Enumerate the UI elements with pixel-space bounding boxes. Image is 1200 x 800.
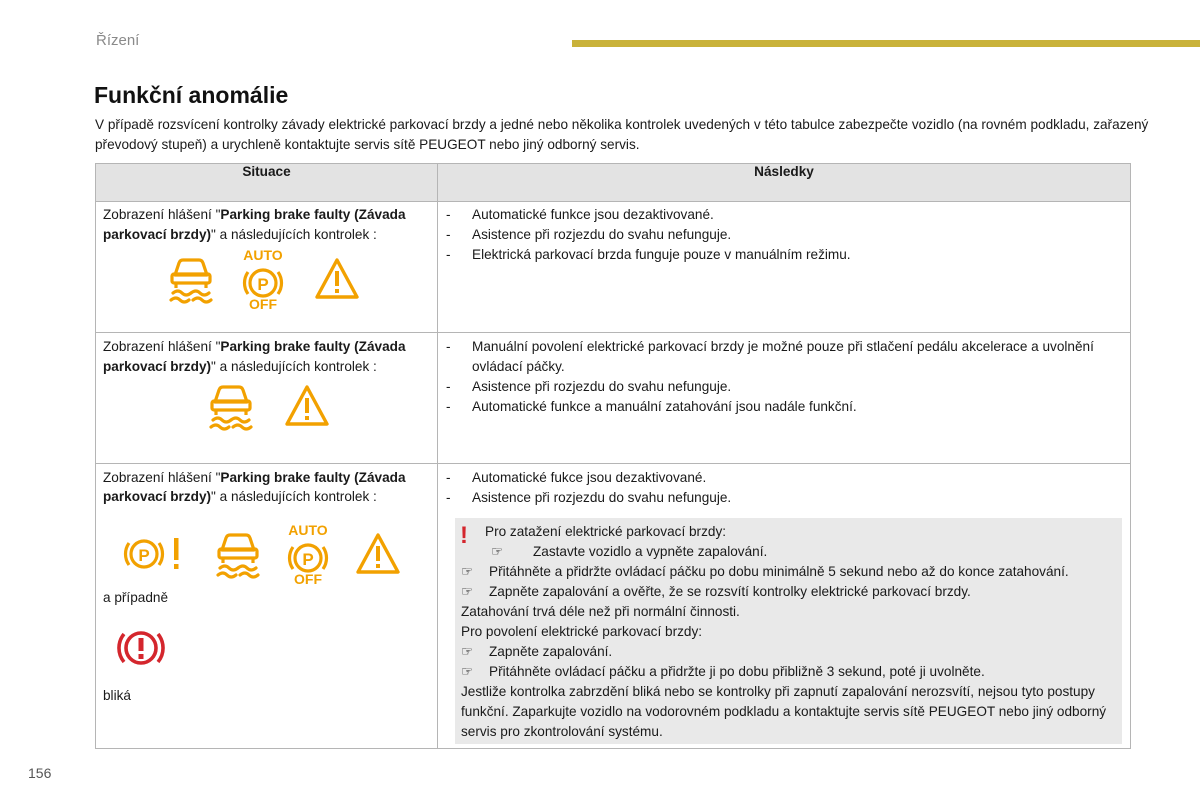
- table-row: [96, 333, 1131, 464]
- situation-cell: [96, 202, 438, 333]
- header-accent-bar: [572, 40, 1200, 47]
- note-step-text: Přitáhněte ovládací páčku a přidržte ji po dobu přibližně 3 sekund, poté ji uvolněte.: [489, 664, 985, 679]
- warning-lamps: [122, 522, 431, 586]
- note-heading: [460, 522, 1116, 549]
- auto-park-off-icon: [282, 522, 334, 586]
- attention-icon: !: [460, 522, 468, 549]
- consequence-item: - Manuální povolení elektrické parkovací brzdy je možné pouze při stlačení pedálu akcelerace a uvolnění ovládací páčky.: [445, 337, 1124, 377]
- note-bullet: [461, 662, 1116, 682]
- table-row: [96, 464, 1131, 749]
- situation-cell: [96, 333, 438, 464]
- off-label: OFF: [249, 296, 277, 311]
- p-label: P: [257, 275, 269, 294]
- note-step-text: Zastavte vozidlo a vypněte zapalování.: [533, 544, 768, 559]
- warning-lamps: [207, 381, 431, 431]
- warning-triangle-icon: [356, 532, 400, 576]
- auto-label: AUTO: [243, 247, 283, 263]
- consequences-list: [445, 335, 1124, 417]
- situation-message: Parking brake faulty (Závada parkovací brzdy): [103, 339, 406, 374]
- note-bullet: [461, 642, 1116, 662]
- brake-warning-icon: [115, 626, 167, 670]
- situation-message: Parking brake faulty (Závada parkovací brzdy): [103, 470, 406, 504]
- page-number: 156: [28, 765, 52, 781]
- pointing-hand-icon: ☞: [461, 584, 474, 599]
- situation-pre: Zobrazení hlášení ": [103, 207, 221, 222]
- auto-park-off-icon: [237, 247, 289, 311]
- pointing-hand-icon: ☞: [491, 544, 504, 559]
- warning-triangle-icon: [285, 384, 329, 428]
- note-step-text: Zapněte zapalování.: [489, 644, 613, 659]
- malfunction-table: [95, 163, 1131, 749]
- situation-post: " a následujících kontrolek :: [211, 227, 377, 242]
- procedure-note: [455, 518, 1122, 744]
- consequences-cell: [438, 333, 1131, 464]
- note-paragraph: Zatahování trvá déle než při normální činnosti.: [461, 604, 740, 619]
- column-header-consequences: Následky: [438, 164, 1131, 202]
- note-step-text: Přitáhněte a přidržte ovládací páčku po dobu minimálně 5 sekund nebo až do konce zatahování.: [489, 564, 1069, 579]
- park-brake-fault-icon: [122, 532, 186, 576]
- note-paragraph: Pro povolení elektrické parkovací brzdy:: [461, 624, 703, 639]
- situation-post: " a následujících kontrolek :: [211, 489, 377, 504]
- note-heading-text: Pro zatažení elektrické parkovací brzdy:: [485, 524, 727, 539]
- note-substep: [461, 542, 1116, 562]
- situation-text: [103, 335, 431, 377]
- situation-message: Parking brake faulty (Závada parkovací brzdy): [103, 207, 406, 242]
- consequence-item: - Automatické fukce jsou dezaktivované.: [445, 468, 1124, 488]
- p-label: P: [302, 550, 314, 569]
- intro-paragraph: V případě rozsvícení kontrolky závady elektrické parkovací brzdy a jedné nebo několika kontrolek uvedených v této tabulce zabezpečte vozidlo (na rovném podkladu, zařazený převodový stupeň) a urychleně kontaktujte servis sítě PEUGEOT nebo jiný odborný servis.: [95, 117, 1149, 152]
- brake-warning-lamp: [115, 626, 431, 676]
- warning-lamps: [167, 247, 431, 311]
- consequence-item: - Automatické funkce jsou dezaktivované.: [445, 205, 1124, 225]
- situation-pre: Zobrazení hlášení ": [103, 339, 221, 354]
- consequences-cell: [438, 464, 1131, 749]
- off-label: OFF: [294, 571, 322, 586]
- p-label: P: [138, 546, 150, 565]
- situation-text: [103, 466, 431, 506]
- esp-skid-icon: [167, 254, 215, 304]
- consequence-item: - Elektrická parkovací brzda funguje pouze v manuálním režimu.: [445, 245, 1124, 265]
- table-row: [96, 202, 1131, 333]
- and-possibly-label: a případně: [103, 590, 169, 605]
- pointing-hand-icon: ☞: [461, 564, 474, 579]
- consequences-cell: [438, 202, 1131, 333]
- page-title: Funkční anomálie: [94, 82, 289, 108]
- esp-skid-icon: [214, 529, 262, 579]
- note-bullet: [461, 582, 1116, 602]
- note-paragraph: Jestliže kontrolka zabrzdění bliká nebo se kontrolky při zapnutí zapalování nerozsvítí, nejsou tyto postupy funkční. Zaparkujte vozidlo na vodorovném podkladu a kontaktujte servis sítě PEUGEOT nebo jiný odborný servis pro zkontrolování systému.: [461, 684, 1107, 739]
- warning-triangle-icon: [315, 257, 359, 301]
- section-title: Řízení: [96, 32, 140, 49]
- column-header-situation: Situace: [96, 164, 438, 202]
- note-step-text: Zapněte zapalování a ověřte, že se rozsvítí kontrolky elektrické parkovací brzdy.: [489, 584, 971, 599]
- situation-pre: Zobrazení hlášení ": [103, 470, 221, 485]
- note-bullet: [461, 562, 1116, 582]
- table-header-row: [96, 164, 1131, 202]
- pointing-hand-icon: ☞: [461, 644, 474, 659]
- consequences-list: [445, 466, 1124, 508]
- situation-text: [103, 204, 431, 245]
- consequence-item: - Automatické funkce a manuální zatahování jsou nadále funkční.: [445, 397, 1124, 417]
- consequences-list: [445, 204, 1124, 265]
- situation-post: " a následujících kontrolek :: [211, 359, 377, 374]
- auto-label: AUTO: [288, 522, 328, 538]
- blinks-label: bliká: [103, 688, 131, 703]
- consequence-item: - Asistence při rozjezdu do svahu nefunguje.: [445, 377, 1124, 397]
- consequence-item: - Asistence při rozjezdu do svahu nefunguje.: [445, 225, 1124, 245]
- esp-skid-icon: [207, 381, 255, 431]
- situation-cell: [96, 464, 438, 749]
- consequence-item: - Asistence při rozjezdu do svahu nefunguje.: [445, 488, 1124, 508]
- pointing-hand-icon: ☞: [461, 664, 474, 679]
